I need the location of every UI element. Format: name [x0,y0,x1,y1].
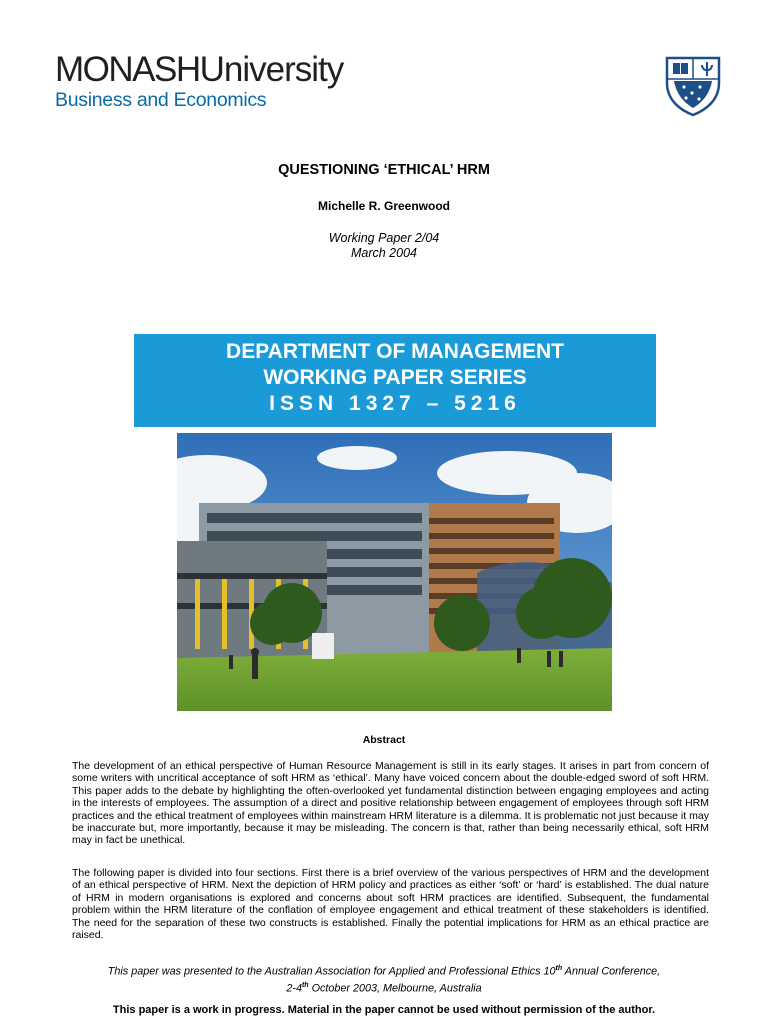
abstract-paragraph-2: The following paper is divided into four sections. First there is a brief overview of the various perspectives of HRM and the development of an ethical perspective of HRM. Next the depiction of HRM policy and practices as either ‘soft’ or ‘hard’ is established. The dual nature of HRM in modern organisations is explored and concerns about soft HRM practices are identified. Subsequent, the fundamental problem within the HRM literature of the conflation of employee engagement and ethical treatment of these stakeholders is identified. The need for the separation of these two constructs is established. Finally the potential implications for HRM as an ethical practice are raised. [72,867,709,942]
abstract-heading: Abstract [362,734,406,746]
working-paper-info [0,231,768,261]
banner-series: WORKING PAPER SERIES [263,366,527,389]
banner-department: DEPARTMENT OF MANAGEMENT [226,340,564,363]
note-text-1: This paper was presented to the Australian Association for Applied and Professional Ethics 10 [107,965,556,978]
logo-faculty: Business and Economics [55,89,267,111]
note-superscript-1: th [555,965,563,972]
banner-issn: ISSN 1327 – 5216 [269,392,521,415]
permission-warning: This paper is a work in progress. Material in the paper cannot be used without permission of the author. [112,1004,656,1016]
note-location: October 2003, Melbourne, Australia [308,982,482,995]
campus-photo [177,433,612,711]
monash-logo [55,52,343,112]
paper-date: March 2004 [350,246,417,260]
logo-wordmark [55,52,343,88]
abstract-paragraph-1: The development of an ethical perspective of Human Resource Management is still in its early stages. It arises in part from concern of some writers with uncritical acceptance of soft HRM as ‘ethical’. Many have voiced concern about the double-edged sword of soft HRM. This paper adds to the debate by highlighting the often-overlooked yet fundamental distinction between engaging employees and acting in the interests of employees. The assumption of a direct and positive relationship between engagement of employees through soft HRM practices and the ethical treatment of employees within mainstream HRM literature is a dilemma. It is problematic not just because it may be inaccurate but, more importantly, because it may be misleading. The concern is that, rather than being necessarily ethical, soft HRM may in fact be unethical. [72,760,709,847]
logo-monash: MONASH [55,50,200,89]
conference-note-line2 [0,979,768,996]
paper-title: QUESTIONING ‘ETHICAL’ HRM [278,162,490,178]
logo-university: University [199,50,344,89]
conference-note-line1 [0,962,768,979]
conference-note [0,962,768,995]
paper-author: Michelle R. Greenwood [317,199,451,213]
note-dates: 2-4 [286,982,302,995]
note-text-2: Annual Conference, [562,965,661,978]
series-banner [134,334,656,427]
working-paper-number: Working Paper 2/04 [328,231,440,245]
note-superscript-2: th [301,981,309,989]
university-crest-icon [664,55,722,117]
